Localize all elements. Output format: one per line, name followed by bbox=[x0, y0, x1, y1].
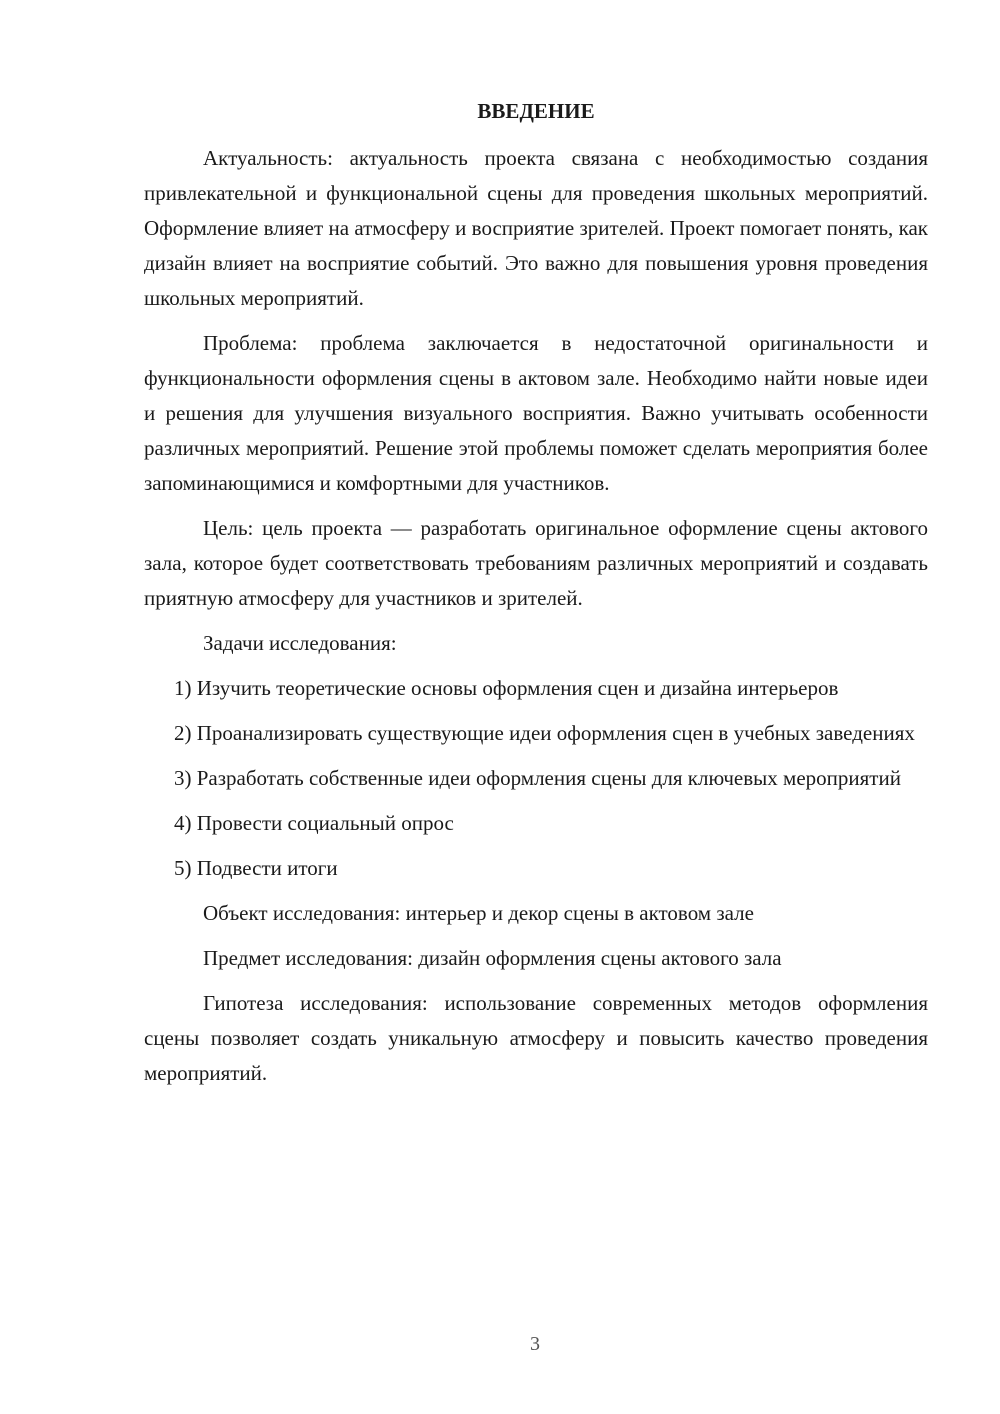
hypothesis-paragraph: Гипотеза исследования: использование современных методов оформления сцены позволяет создать уникальную атмосферу и повысить качество проведения мероприятий. bbox=[144, 991, 928, 1085]
task-item: 1) Изучить теоретические основы оформления сцен и дизайна интерьеров bbox=[174, 676, 839, 700]
problem-paragraph: Проблема: проблема заключается в недостаточной оригинальности и функциональности оформления сцены в актовом зале. Необходимо найти новые идеи и решения для улучшения визуального восприятия. Важно учитывать особенности различных мероприятий. Решение этой проблемы поможет сделать мероприятия более запоминающимися и комфортными для участников. bbox=[144, 331, 928, 495]
document-page bbox=[144, 94, 928, 1101]
task-item: 2) Проанализировать существующие идеи оформления сцен в учебных заведениях bbox=[174, 721, 915, 745]
section-title: ВВЕДЕНИЕ bbox=[477, 99, 595, 123]
task-item: 5) Подвести итоги bbox=[174, 856, 338, 880]
tasks-heading: Задачи исследования: bbox=[203, 631, 397, 655]
research-object: Объект исследования: интерьер и декор сцены в актовом зале bbox=[203, 901, 754, 925]
relevance-paragraph: Актуальность: актуальность проекта связана с необходимостью создания привлекательной и функциональной сцены для проведения школьных мероприятий. Оформление влияет на атмосферу и восприятие зрителей. Проект помогает понять, как дизайн влияет на восприятие событий. Это важно для повышения уровня проведения школьных мероприятий. bbox=[144, 146, 928, 310]
task-item: 4) Провести социальный опрос bbox=[174, 811, 454, 835]
goal-paragraph: Цель: цель проекта — разработать оригинальное оформление сцены актового зала, которое будет соответствовать требованиям различных мероприятий и создавать приятную атмосферу для участников и зрителей. bbox=[144, 516, 928, 610]
page-number: 3 bbox=[530, 1333, 540, 1355]
task-item: 3) Разработать собственные идеи оформления сцены для ключевых мероприятий bbox=[174, 766, 901, 790]
research-subject: Предмет исследования: дизайн оформления сцены актового зала bbox=[203, 946, 782, 970]
